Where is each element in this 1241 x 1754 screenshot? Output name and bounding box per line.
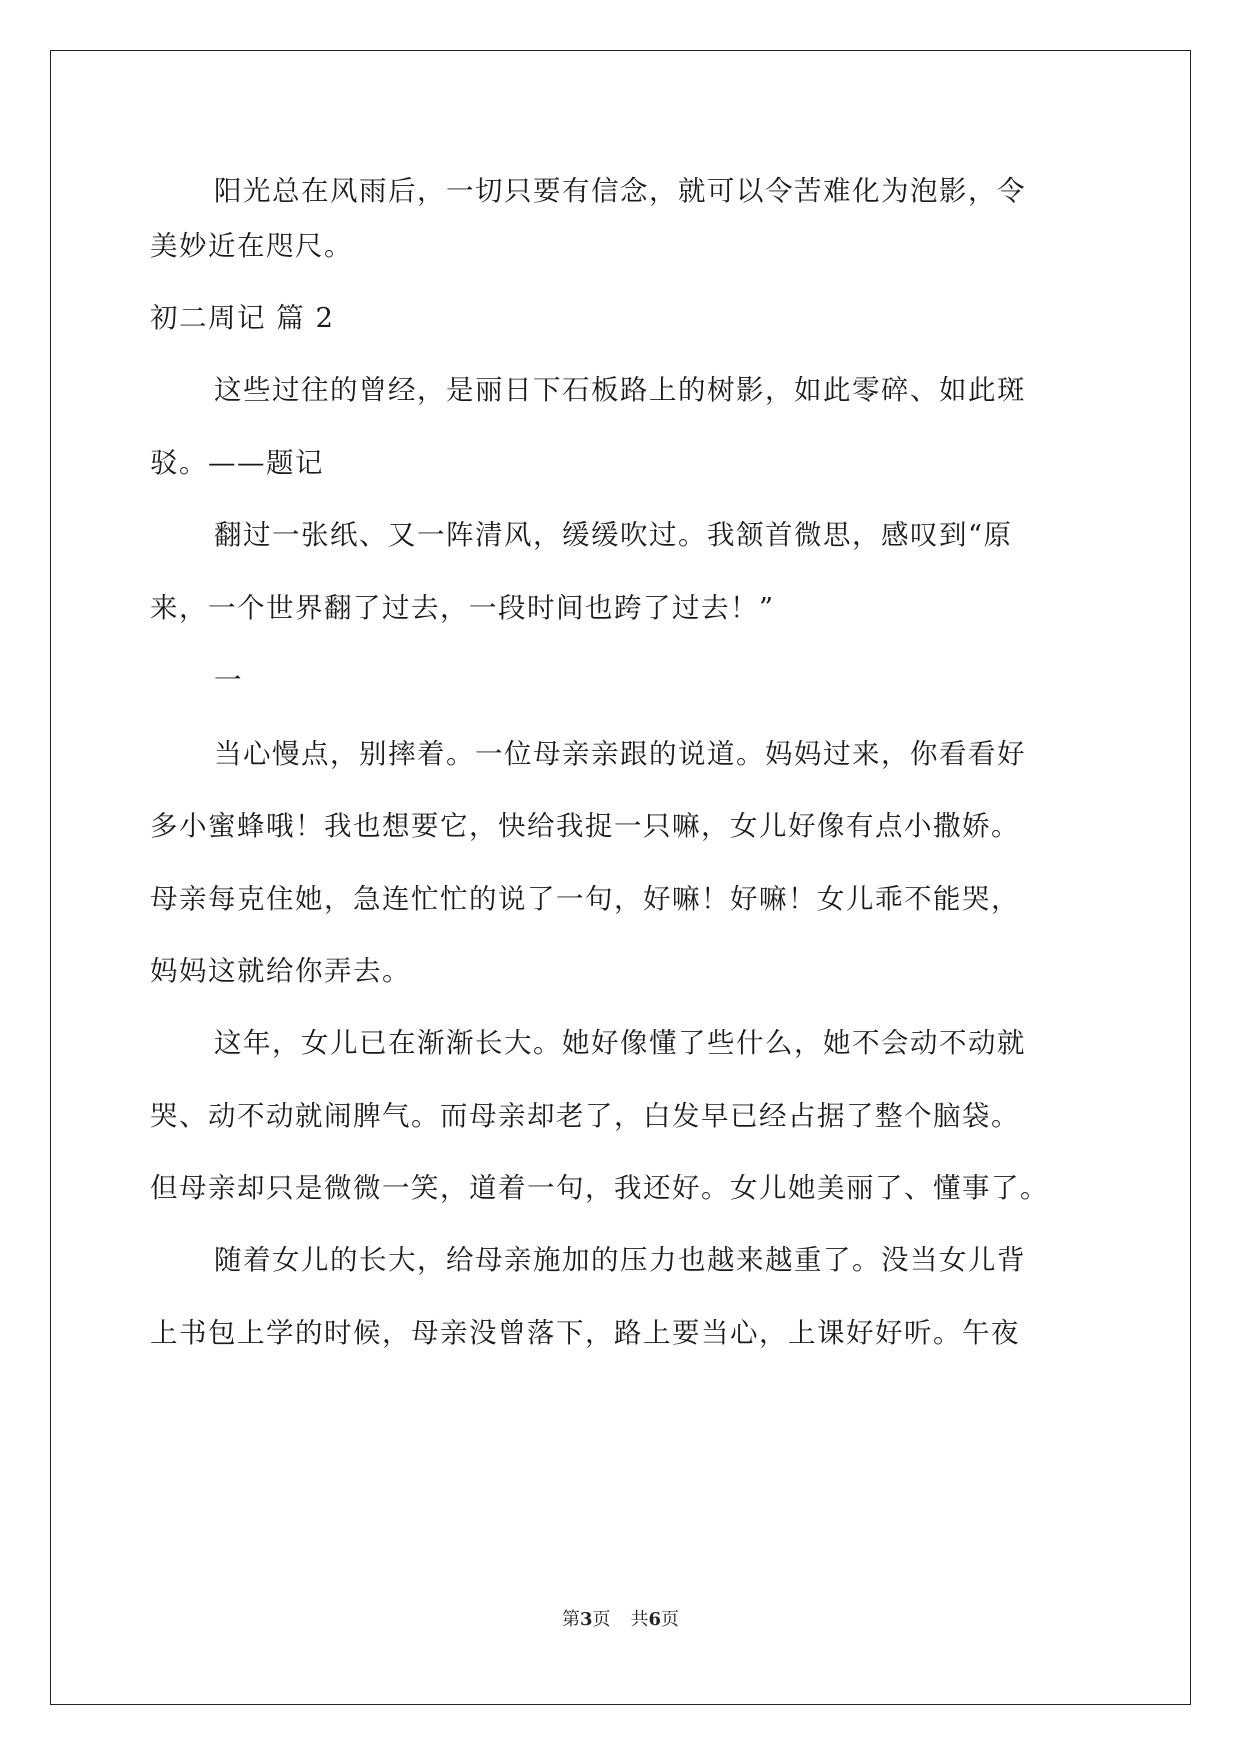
section-heading: 初二周记 篇 2	[150, 302, 335, 334]
paragraph-5-line-1: 这年，女儿已在渐渐长大。她好像懂了些什么，她不会动不动就	[214, 1027, 1026, 1059]
paragraph-5-line-3: 但母亲却只是微微一笑，道着一句，我还好。女儿她美丽了、懂事了。	[150, 1172, 1049, 1204]
paragraph-4-line-2: 多小蜜蜂哦！我也想要它，快给我捉一只嘛，女儿好像有点小撒娇。	[150, 810, 1020, 842]
paragraph-2-line-1: 这些过往的曾经，是丽日下石板路上的树影，如此零碎、如此斑	[214, 374, 1026, 406]
current-page-number: 3	[579, 1609, 593, 1630]
total-pages-number: 6	[648, 1609, 662, 1630]
paragraph-3-line-2: 来，一个世界翻了过去，一段时间也跨了过去！”	[150, 592, 775, 624]
paragraph-2-line-2: 驳。——题记	[150, 447, 324, 479]
paragraph-3-line-1: 翻过一张纸、又一阵清风，缓缓吹过。我颔首微思，感叹到“原	[214, 519, 1013, 551]
paragraph-6-line-2: 上书包上学的时候，母亲没曾落下，路上要当心，上课好好听。午夜	[150, 1317, 1020, 1349]
total-prefix: 共	[630, 1609, 649, 1630]
paragraph-4-line-3: 母亲每克住她，急连忙忙的说了一句，好嘛！好嘛！女儿乖不能哭，	[150, 883, 1020, 915]
section-marker: 一	[214, 664, 243, 696]
paragraph-1-line-2: 美妙近在咫尺。	[150, 230, 353, 262]
page-suffix: 页	[592, 1609, 611, 1630]
page-prefix: 第	[561, 1609, 580, 1630]
paragraph-1-line-1: 阳光总在风雨后，一切只要有信念，就可以令苦难化为泡影，令	[214, 175, 1026, 207]
paragraph-6-line-1: 随着女儿的长大，给母亲施加的压力也越来越重了。没当女儿背	[214, 1244, 1026, 1276]
page-number-footer	[0, 1605, 1241, 1631]
paragraph-4-line-1: 当心慢点，别摔着。一位母亲亲跟的说道。妈妈过来，你看看好	[214, 738, 1026, 770]
paragraph-5-line-2: 哭、动不动就闹脾气。而母亲却老了，白发早已经占据了整个脑袋。	[150, 1100, 1020, 1132]
total-suffix: 页	[661, 1609, 680, 1630]
paragraph-4-line-4: 妈妈这就给你弄去。	[150, 955, 411, 987]
